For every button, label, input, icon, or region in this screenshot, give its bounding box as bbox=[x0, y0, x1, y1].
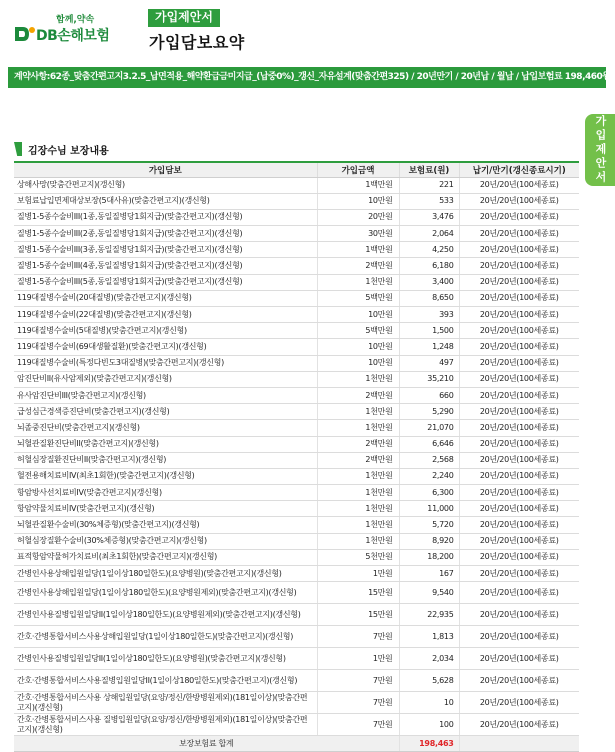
coverage-name-cell: 상해사망(맞춤간편고지)(갱신형) bbox=[14, 177, 317, 193]
amount-cell: 10만원 bbox=[317, 355, 399, 371]
premium-cell: 8,650 bbox=[399, 290, 459, 306]
term-cell: 20년/20년(100세종료) bbox=[459, 355, 579, 371]
premium-cell: 221 bbox=[399, 177, 459, 193]
coverage-name-cell: 119대질병수술비(특정다빈도3대질병)(맞춤간편고지)(갱신형) bbox=[14, 355, 317, 371]
premium-cell: 5,290 bbox=[399, 404, 459, 420]
amount-cell: 15만원 bbox=[317, 604, 399, 626]
premium-cell: 8,920 bbox=[399, 533, 459, 549]
premium-cell: 2,064 bbox=[399, 226, 459, 242]
term-cell: 20년/20년(100세종료) bbox=[459, 371, 579, 387]
term-cell: 20년/20년(100세종료) bbox=[459, 626, 579, 648]
table-row bbox=[14, 549, 579, 565]
amount-cell: 1천만원 bbox=[317, 501, 399, 517]
term-cell: 20년/20년(100세종료) bbox=[459, 258, 579, 274]
brand-name: DB손해보험 bbox=[36, 28, 110, 44]
amount-cell: 2백만원 bbox=[317, 258, 399, 274]
premium-cell: 35,210 bbox=[399, 371, 459, 387]
amount-cell: 10만원 bbox=[317, 339, 399, 355]
term-cell: 20년/20년(100세종료) bbox=[459, 517, 579, 533]
term-cell: 20년/20년(100세종료) bbox=[459, 387, 579, 403]
term-cell: 20년/20년(100세종료) bbox=[459, 692, 579, 714]
table-row bbox=[14, 226, 579, 242]
premium-cell: 6,180 bbox=[399, 258, 459, 274]
table-row bbox=[14, 274, 579, 290]
table-row bbox=[14, 177, 579, 193]
term-cell: 20년/20년(100세종료) bbox=[459, 177, 579, 193]
coverage-name-cell: 뇌혈관질환수술비(30%체증형)(맞춤간편고지)(갱신형) bbox=[14, 517, 317, 533]
premium-cell: 660 bbox=[399, 387, 459, 403]
amount-cell: 5천만원 bbox=[317, 549, 399, 565]
table-row bbox=[14, 436, 579, 452]
total-term-empty bbox=[459, 736, 579, 752]
amount-cell: 1천만원 bbox=[317, 468, 399, 484]
premium-cell: 167 bbox=[399, 566, 459, 582]
amount-cell: 7만원 bbox=[317, 692, 399, 714]
amount-cell: 10만원 bbox=[317, 193, 399, 209]
col-header-term: 납기/만기(갱신종료시기) bbox=[459, 162, 579, 177]
amount-cell: 5백만원 bbox=[317, 323, 399, 339]
amount-cell: 1백만원 bbox=[317, 242, 399, 258]
premium-cell: 6,300 bbox=[399, 485, 459, 501]
table-row bbox=[14, 339, 579, 355]
coverage-name-cell: 간병인사용질병입원일당II(1일이상180일한도)(요양병원)(맞춤간편고지)(갱신형) bbox=[14, 648, 317, 670]
term-cell: 20년/20년(100세종료) bbox=[459, 533, 579, 549]
amount-cell: 1천만원 bbox=[317, 371, 399, 387]
table-row bbox=[14, 692, 579, 714]
premium-cell: 2,568 bbox=[399, 452, 459, 468]
coverage-name-cell: 간호·간병통합서비스사용 상해입원일당(요양/정신/한방병원제외)(181일이상)(맞춤간편고지)(갱신형) bbox=[14, 692, 317, 714]
amount-cell: 10만원 bbox=[317, 307, 399, 323]
table-row bbox=[14, 501, 579, 517]
coverage-name-cell: 보험료납입면제대상보장(5대사유)(맞춤간편고지)(갱신형) bbox=[14, 193, 317, 209]
term-cell: 20년/20년(100세종료) bbox=[459, 670, 579, 692]
side-tab-label: 가입제안서 bbox=[594, 115, 607, 185]
coverage-name-cell: 질병1-5종수술비III(5종,동일질병당1회지급)(맞춤간편고지)(갱신형) bbox=[14, 274, 317, 290]
coverage-name-cell: 119대질병수술비(69대생활질환)(맞춤간편고지)(갱신형) bbox=[14, 339, 317, 355]
coverage-name-cell: 간병인사용상해입원일당(1일이상180일한도)(요양병원제외)(맞춤간편고지)(갱신형) bbox=[14, 582, 317, 604]
premium-cell: 22,935 bbox=[399, 604, 459, 626]
premium-cell: 3,400 bbox=[399, 274, 459, 290]
term-cell: 20년/20년(100세종료) bbox=[459, 339, 579, 355]
table-row bbox=[14, 290, 579, 306]
term-cell: 20년/20년(100세종료) bbox=[459, 323, 579, 339]
premium-cell: 10 bbox=[399, 692, 459, 714]
term-cell: 20년/20년(100세종료) bbox=[459, 307, 579, 323]
table-row bbox=[14, 582, 579, 604]
coverage-name-cell: 급성심근경색증진단비(맞춤간편고지)(갱신형) bbox=[14, 404, 317, 420]
term-cell: 20년/20년(100세종료) bbox=[459, 582, 579, 604]
amount-cell: 7만원 bbox=[317, 670, 399, 692]
amount-cell: 1백만원 bbox=[317, 177, 399, 193]
table-row bbox=[14, 566, 579, 582]
coverage-name-cell: 항암방사선치료비IV(맞춤간편고지)(갱신형) bbox=[14, 485, 317, 501]
term-cell: 20년/20년(100세종료) bbox=[459, 226, 579, 242]
table-row bbox=[14, 387, 579, 403]
coverage-name-cell: 암진단비II(유사암제외)(맞춤간편고지)(갱신형) bbox=[14, 371, 317, 387]
term-cell: 20년/20년(100세종료) bbox=[459, 290, 579, 306]
table-row bbox=[14, 533, 579, 549]
amount-cell: 2백만원 bbox=[317, 387, 399, 403]
amount-cell: 1만원 bbox=[317, 648, 399, 670]
amount-cell: 20만원 bbox=[317, 209, 399, 225]
coverage-name-cell: 질병1-5종수술비III(2종,동일질병당1회지급)(맞춤간편고지)(갱신형) bbox=[14, 226, 317, 242]
coverage-name-cell: 항암약물치료비IV(맞춤간편고지)(갱신형) bbox=[14, 501, 317, 517]
table-header-row bbox=[14, 162, 579, 177]
amount-cell: 1천만원 bbox=[317, 533, 399, 549]
premium-cell: 2,240 bbox=[399, 468, 459, 484]
term-cell: 20년/20년(100세종료) bbox=[459, 604, 579, 626]
coverage-name-cell: 혈전용해치료비IV(최초1회한)(맞춤간편고지)(갱신형) bbox=[14, 468, 317, 484]
term-cell: 20년/20년(100세종료) bbox=[459, 485, 579, 501]
side-tab-proposal[interactable] bbox=[585, 114, 615, 186]
table-row bbox=[14, 323, 579, 339]
premium-cell: 1,813 bbox=[399, 626, 459, 648]
table-row bbox=[14, 307, 579, 323]
premium-cell: 100 bbox=[399, 714, 459, 736]
premium-cell: 21,070 bbox=[399, 420, 459, 436]
premium-cell: 5,720 bbox=[399, 517, 459, 533]
term-cell: 20년/20년(100세종료) bbox=[459, 549, 579, 565]
coverage-name-cell: 간병인사용질병입원일당II(1일이상180일한도)(요양병원제외)(맞춤간편고지)(갱신형) bbox=[14, 604, 317, 626]
table-row bbox=[14, 404, 579, 420]
amount-cell: 7만원 bbox=[317, 626, 399, 648]
coverage-name-cell: 표적항암약물허가치료비(최초1회한)(맞춤간편고지)(갱신형) bbox=[14, 549, 317, 565]
amount-cell: 2백만원 bbox=[317, 436, 399, 452]
total-label: 보장보험료 합계 bbox=[14, 736, 399, 752]
coverage-name-cell: 간병인사용상해입원일당(1일이상180일한도)(요양병원)(맞춤간편고지)(갱신형) bbox=[14, 566, 317, 582]
term-cell: 20년/20년(100세종료) bbox=[459, 566, 579, 582]
amount-cell: 1천만원 bbox=[317, 274, 399, 290]
table-row bbox=[14, 604, 579, 626]
col-header-premium: 보험료(원) bbox=[399, 162, 459, 177]
section-header bbox=[14, 142, 109, 156]
amount-cell: 1천만원 bbox=[317, 485, 399, 501]
brand-tagline: 함께,약속 bbox=[56, 15, 95, 25]
amount-cell: 5백만원 bbox=[317, 290, 399, 306]
premium-cell: 4,250 bbox=[399, 242, 459, 258]
table-row bbox=[14, 355, 579, 371]
term-cell: 20년/20년(100세종료) bbox=[459, 193, 579, 209]
premium-cell: 6,646 bbox=[399, 436, 459, 452]
term-cell: 20년/20년(100세종료) bbox=[459, 274, 579, 290]
doc-type-badge: 가입제안서 bbox=[148, 9, 220, 27]
premium-cell: 497 bbox=[399, 355, 459, 371]
coverage-name-cell: 허혈심장질환수술비(30%체증형)(맞춤간편고지)(갱신형) bbox=[14, 533, 317, 549]
term-cell: 20년/20년(100세종료) bbox=[459, 436, 579, 452]
coverage-name-cell: 질병1-5종수술비III(3종,동일질병당1회지급)(맞춤간편고지)(갱신형) bbox=[14, 242, 317, 258]
amount-cell: 1만원 bbox=[317, 566, 399, 582]
coverage-name-cell: 유사암진단비III(맞춤간편고지)(갱신형) bbox=[14, 387, 317, 403]
coverage-name-cell: 허혈심장질환진단비II(맞춤간편고지)(갱신형) bbox=[14, 452, 317, 468]
amount-cell: 30만원 bbox=[317, 226, 399, 242]
section-title: 김장수님 보장내용 bbox=[28, 145, 109, 157]
coverage-name-cell: 119대질병수술비(5대질병)(맞춤간편고지)(갱신형) bbox=[14, 323, 317, 339]
premium-cell: 2,034 bbox=[399, 648, 459, 670]
coverage-name-cell: 119대질병수술비(22대질병)(맞춤간편고지)(갱신형) bbox=[14, 307, 317, 323]
section-marker-icon bbox=[14, 142, 22, 156]
amount-cell: 2백만원 bbox=[317, 452, 399, 468]
table-row bbox=[14, 242, 579, 258]
table-row bbox=[14, 371, 579, 387]
amount-cell: 15만원 bbox=[317, 582, 399, 604]
coverage-name-cell: 간호·간병통합서비스사용상해입원일당(1일이상180일한도)(맞춤간편고지)(갱신형) bbox=[14, 626, 317, 648]
table-row bbox=[14, 420, 579, 436]
coverage-name-cell: 간호·간병통합서비스사용 질병입원일당(요양/정신/한방병원제외)(181일이상)(맞춤간편고지)(갱신형) bbox=[14, 714, 317, 736]
contract-info-bar: 계약사항:62종_맞춤간편고지3.2.5_납면적용_해약환급금미지급_(납중0%)_갱신_자유설계(맞춤간편325) / 20년만기 / 20년납 / 월납 / 납입보험료 198,460원 bbox=[8, 67, 606, 88]
table-row bbox=[14, 670, 579, 692]
table-row bbox=[14, 517, 579, 533]
term-cell: 20년/20년(100세종료) bbox=[459, 209, 579, 225]
table-row bbox=[14, 209, 579, 225]
premium-cell: 393 bbox=[399, 307, 459, 323]
coverage-name-cell: 질병1-5종수술비III(1종,동일질병당1회지급)(맞춤간편고지)(갱신형) bbox=[14, 209, 317, 225]
amount-cell: 1천만원 bbox=[317, 517, 399, 533]
table-row bbox=[14, 193, 579, 209]
term-cell: 20년/20년(100세종료) bbox=[459, 242, 579, 258]
premium-cell: 1,248 bbox=[399, 339, 459, 355]
term-cell: 20년/20년(100세종료) bbox=[459, 468, 579, 484]
term-cell: 20년/20년(100세종료) bbox=[459, 714, 579, 736]
table-row bbox=[14, 468, 579, 484]
premium-cell: 5,628 bbox=[399, 670, 459, 692]
page-title: 가입담보요약 bbox=[149, 33, 245, 52]
term-cell: 20년/20년(100세종료) bbox=[459, 420, 579, 436]
premium-cell: 1,500 bbox=[399, 323, 459, 339]
table-row bbox=[14, 485, 579, 501]
col-header-amount: 가입금액 bbox=[317, 162, 399, 177]
term-cell: 20년/20년(100세종료) bbox=[459, 501, 579, 517]
table-row bbox=[14, 626, 579, 648]
premium-cell: 3,476 bbox=[399, 209, 459, 225]
table-row bbox=[14, 648, 579, 670]
amount-cell: 7만원 bbox=[317, 714, 399, 736]
coverage-name-cell: 119대질병수술비(20대질병)(맞춤간편고지)(갱신형) bbox=[14, 290, 317, 306]
coverage-name-cell: 뇌혈관질환진단비II(맞춤간편고지)(갱신형) bbox=[14, 436, 317, 452]
premium-cell: 11,000 bbox=[399, 501, 459, 517]
premium-cell: 533 bbox=[399, 193, 459, 209]
total-premium: 198,463 bbox=[399, 736, 459, 752]
amount-cell: 1천만원 bbox=[317, 420, 399, 436]
total-row bbox=[14, 736, 579, 752]
term-cell: 20년/20년(100세종료) bbox=[459, 404, 579, 420]
coverage-name-cell: 간호·간병통합서비스사용질병입원일당II(1일이상180일한도)(맞춤간편고지)(갱신형) bbox=[14, 670, 317, 692]
coverage-name-cell: 뇌졸중진단비(맞춤간편고지)(갱신형) bbox=[14, 420, 317, 436]
coverage-table bbox=[14, 161, 579, 752]
table-row bbox=[14, 452, 579, 468]
table-row bbox=[14, 714, 579, 736]
premium-cell: 18,200 bbox=[399, 549, 459, 565]
col-header-coverage: 가입담보 bbox=[14, 162, 317, 177]
db-logo-mark-icon bbox=[14, 25, 36, 43]
term-cell: 20년/20년(100세종료) bbox=[459, 648, 579, 670]
db-insurance-logo bbox=[14, 8, 114, 44]
coverage-name-cell: 질병1-5종수술비III(4종,동일질병당1회지급)(맞춤간편고지)(갱신형) bbox=[14, 258, 317, 274]
table-row bbox=[14, 258, 579, 274]
term-cell: 20년/20년(100세종료) bbox=[459, 452, 579, 468]
amount-cell: 1천만원 bbox=[317, 404, 399, 420]
premium-cell: 9,540 bbox=[399, 582, 459, 604]
